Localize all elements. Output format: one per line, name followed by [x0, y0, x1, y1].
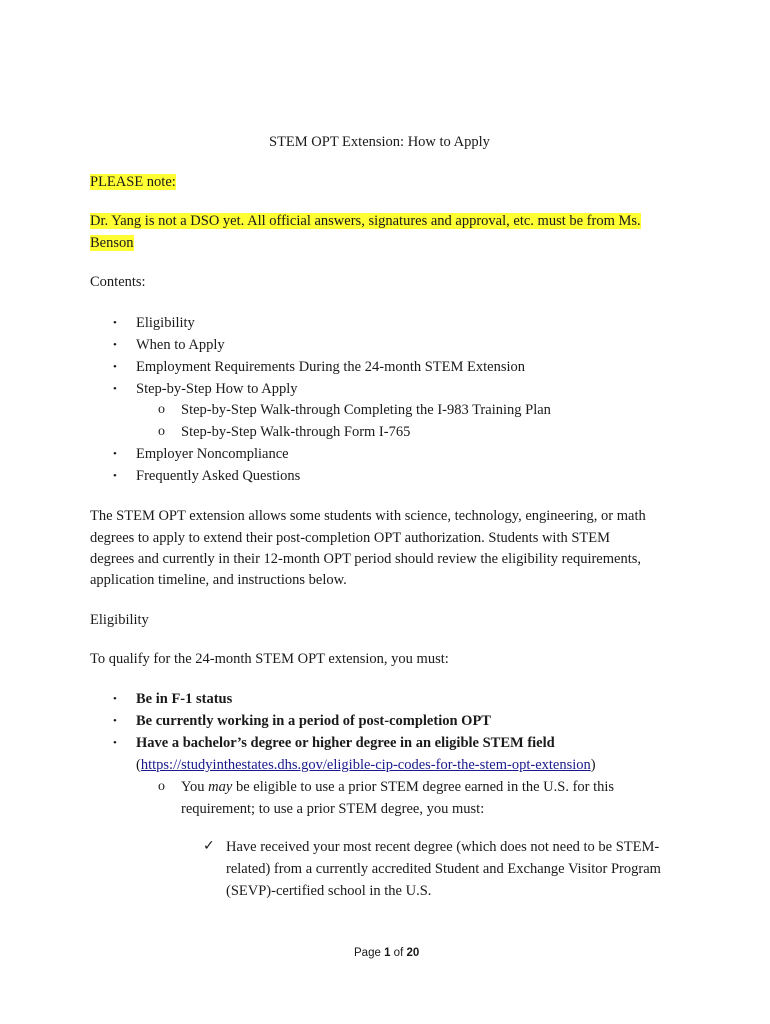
check-line-3: (SEVP)-certified school in the U.S. — [226, 883, 432, 899]
bullet-icon: • — [113, 317, 117, 329]
note-line-2: Benson — [90, 235, 134, 251]
eligibility-lead: To qualify for the 24-month STEM OPT extension, you must: — [90, 651, 449, 667]
contents-subitem-i765[interactable]: Step-by-Step Walk-through Form I-765 — [181, 424, 411, 440]
bullet-icon: • — [113, 448, 117, 460]
requirement-f1-status: Be in F-1 status — [136, 691, 233, 707]
bullet-icon: • — [113, 339, 117, 351]
bullet-icon: • — [113, 737, 117, 749]
intro-line-2: degrees to apply to extend their post-completion OPT authorization. Students with STEM — [90, 530, 611, 546]
check-line-1: Have received your most recent degree (which does not need to be STEM- — [226, 839, 660, 855]
intro-line-4: application timeline, and instructions below. — [90, 572, 347, 588]
eligibility-heading: Eligibility — [90, 612, 149, 628]
check-line-2: related) from a currently accredited Student and Exchange Visitor Program — [226, 861, 661, 877]
contents-item-when-to-apply[interactable]: When to Apply — [136, 337, 225, 353]
contents-item-noncompliance[interactable]: Employer Noncompliance — [136, 446, 289, 462]
requirement-working-opt: Be currently working in a period of post-completion OPT — [136, 713, 491, 729]
contents-subitem-i983[interactable]: Step-by-Step Walk-through Completing the I-983 Training Plan — [181, 402, 551, 418]
cip-codes-link[interactable]: https://studyinthestates.dhs.gov/eligible-cip-codes-for-the-stem-opt-extension — [140, 757, 591, 773]
prior-degree-line-1: You may be eligible to use a prior STEM degree earned in the U.S. for this — [181, 779, 615, 795]
prior-degree-line-2: requirement; to use a prior STEM degree, you must: — [181, 801, 485, 817]
circle-bullet-icon: o — [158, 402, 165, 417]
cip-link-line: (https://studyinthestates.dhs.gov/eligible-cip-codes-for-the-stem-opt-extension) — [136, 757, 596, 773]
intro-line-1: The STEM OPT extension allows some students with science, technology, engineering, or math — [90, 508, 646, 524]
circle-bullet-icon: o — [158, 779, 165, 794]
bullet-icon: • — [113, 715, 117, 727]
intro-line-3: degrees and currently in their 12-month OPT period should review the eligibility requirements, — [90, 551, 641, 567]
page-footer: Page 1 of 20 — [354, 947, 420, 959]
page-title: STEM OPT Extension: How to Apply — [269, 134, 490, 150]
bullet-icon: • — [113, 470, 117, 482]
requirement-stem-degree: Have a bachelor’s degree or higher degree in an eligible STEM field — [136, 735, 555, 751]
circle-bullet-icon: o — [158, 424, 165, 439]
contents-item-eligibility[interactable]: Eligibility — [136, 315, 195, 331]
note-line-1: Dr. Yang is not a DSO yet. All official answers, signatures and approval, etc. must be from Ms. — [90, 213, 641, 229]
contents-heading: Contents: — [90, 274, 146, 290]
contents-item-employment[interactable]: Employment Requirements During the 24-month STEM Extension — [136, 359, 526, 375]
note-label: PLEASE note: — [90, 174, 176, 190]
bullet-icon: • — [113, 693, 117, 705]
bullet-icon: • — [113, 361, 117, 373]
contents-item-how-to-apply[interactable]: Step-by-Step How to Apply — [136, 381, 298, 397]
contents-item-faq[interactable]: Frequently Asked Questions — [136, 468, 301, 484]
bullet-icon: • — [113, 383, 117, 395]
check-icon: ✓ — [203, 838, 215, 854]
